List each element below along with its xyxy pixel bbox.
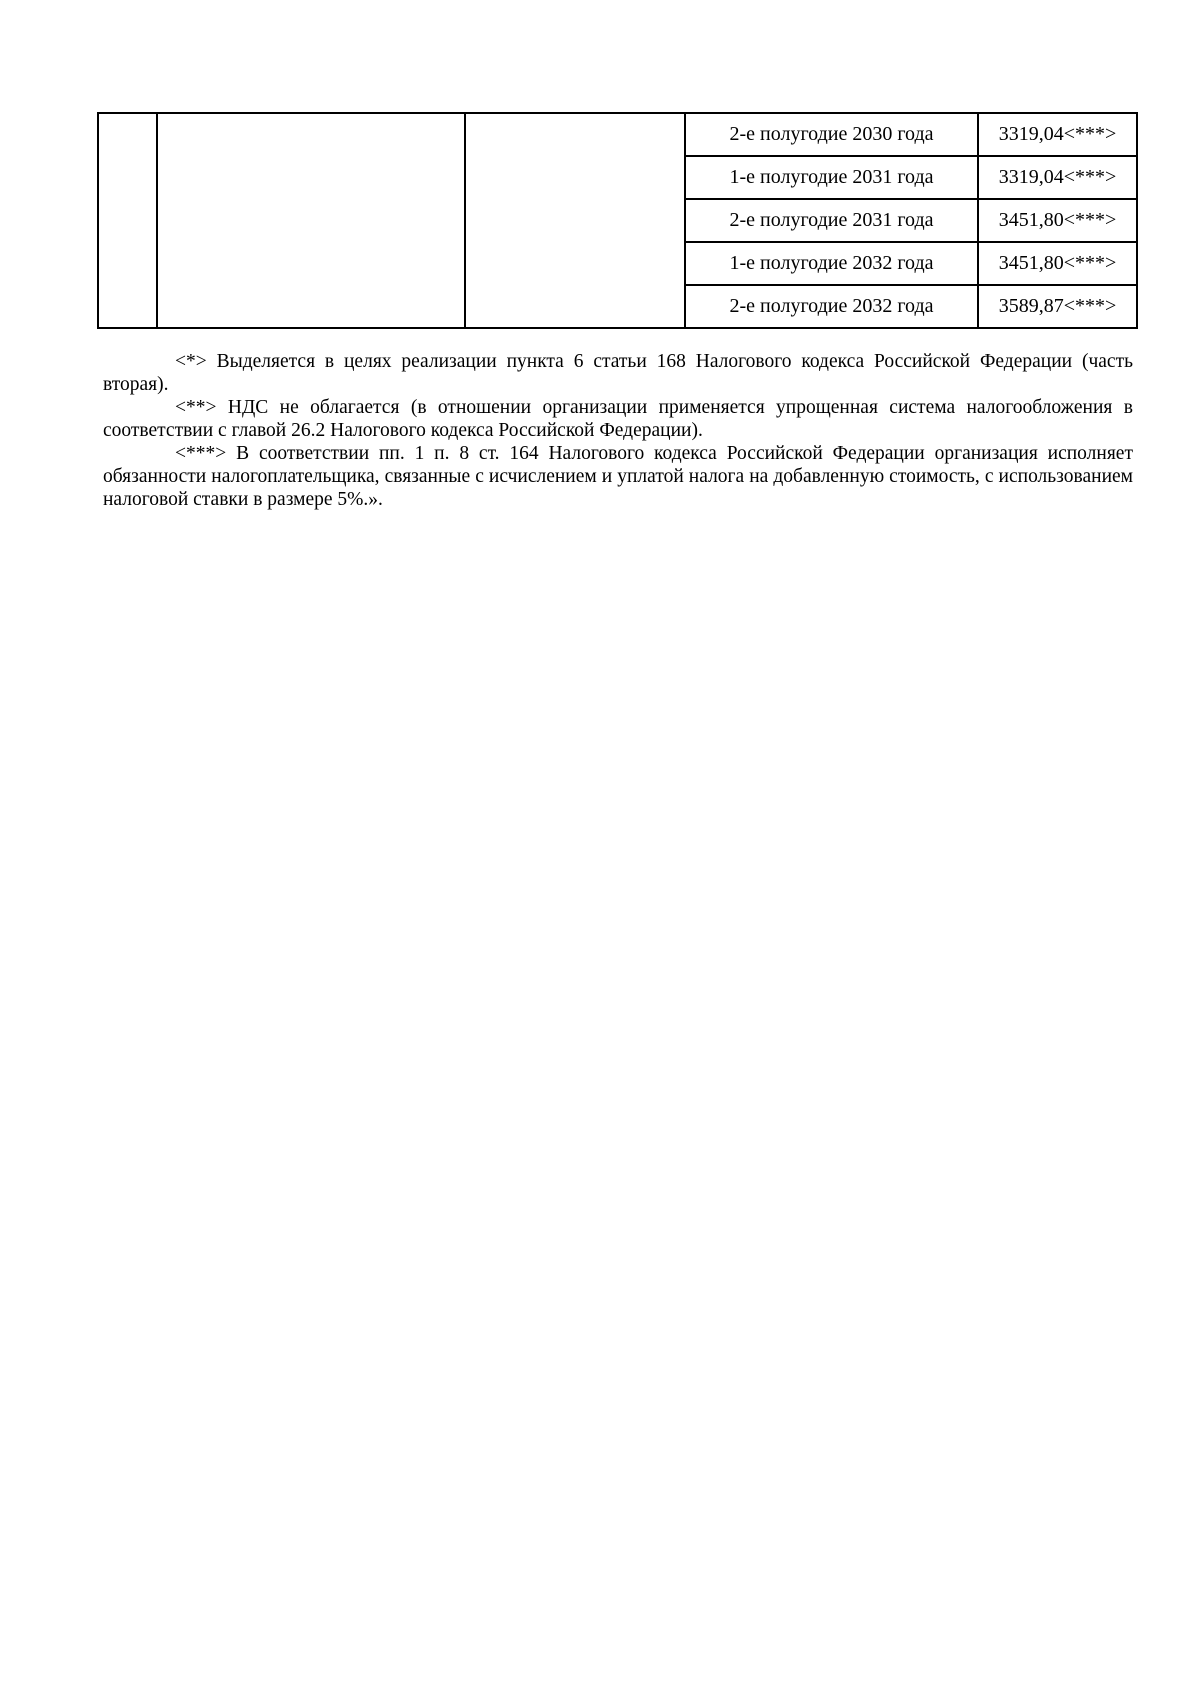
tariff-value-cell: 3319,04<***> bbox=[978, 156, 1137, 199]
period-cell: 2-е полугодие 2030 года bbox=[685, 113, 978, 156]
organization-cell bbox=[157, 113, 465, 328]
number-cell bbox=[98, 113, 157, 328]
table-row bbox=[98, 113, 1137, 156]
tariff-value-cell: 3589,87<***> bbox=[978, 285, 1137, 328]
tariff-value-cell: 3451,80<***> bbox=[978, 242, 1137, 285]
tariff-table bbox=[97, 112, 1138, 329]
period-cell: 1-е полугодие 2032 года bbox=[685, 242, 978, 285]
footnotes bbox=[103, 350, 1133, 511]
footnote-vat-exempt: <**> НДС не облагается (в отношении организации применяется упрощенная система налогообложения в соответствии с главой 26.2 Налогового кодекса Российской Федерации). bbox=[103, 397, 1133, 441]
tariff-value-cell: 3319,04<***> bbox=[978, 113, 1137, 156]
period-cell: 2-е полугодие 2032 года bbox=[685, 285, 978, 328]
consumer-group-cell bbox=[465, 113, 685, 328]
period-cell: 1-е полугодие 2031 года bbox=[685, 156, 978, 199]
period-cell: 2-е полугодие 2031 года bbox=[685, 199, 978, 242]
tariff-value-cell: 3451,80<***> bbox=[978, 199, 1137, 242]
footnote-vat-allocation: <*> Выделяется в целях реализации пункта 6 статьи 168 Налогового кодекса Российской Федерации (часть вторая). bbox=[103, 351, 1133, 395]
footnote-vat-rate: <***> В соответствии пп. 1 п. 8 ст. 164 Налогового кодекса Российской Федерации организация исполняет обязанности налогоплательщика, связанные с исчислением и уплатой налога на добавленную стоимость, с использованием налоговой ставки в размере 5%.». bbox=[103, 443, 1133, 510]
